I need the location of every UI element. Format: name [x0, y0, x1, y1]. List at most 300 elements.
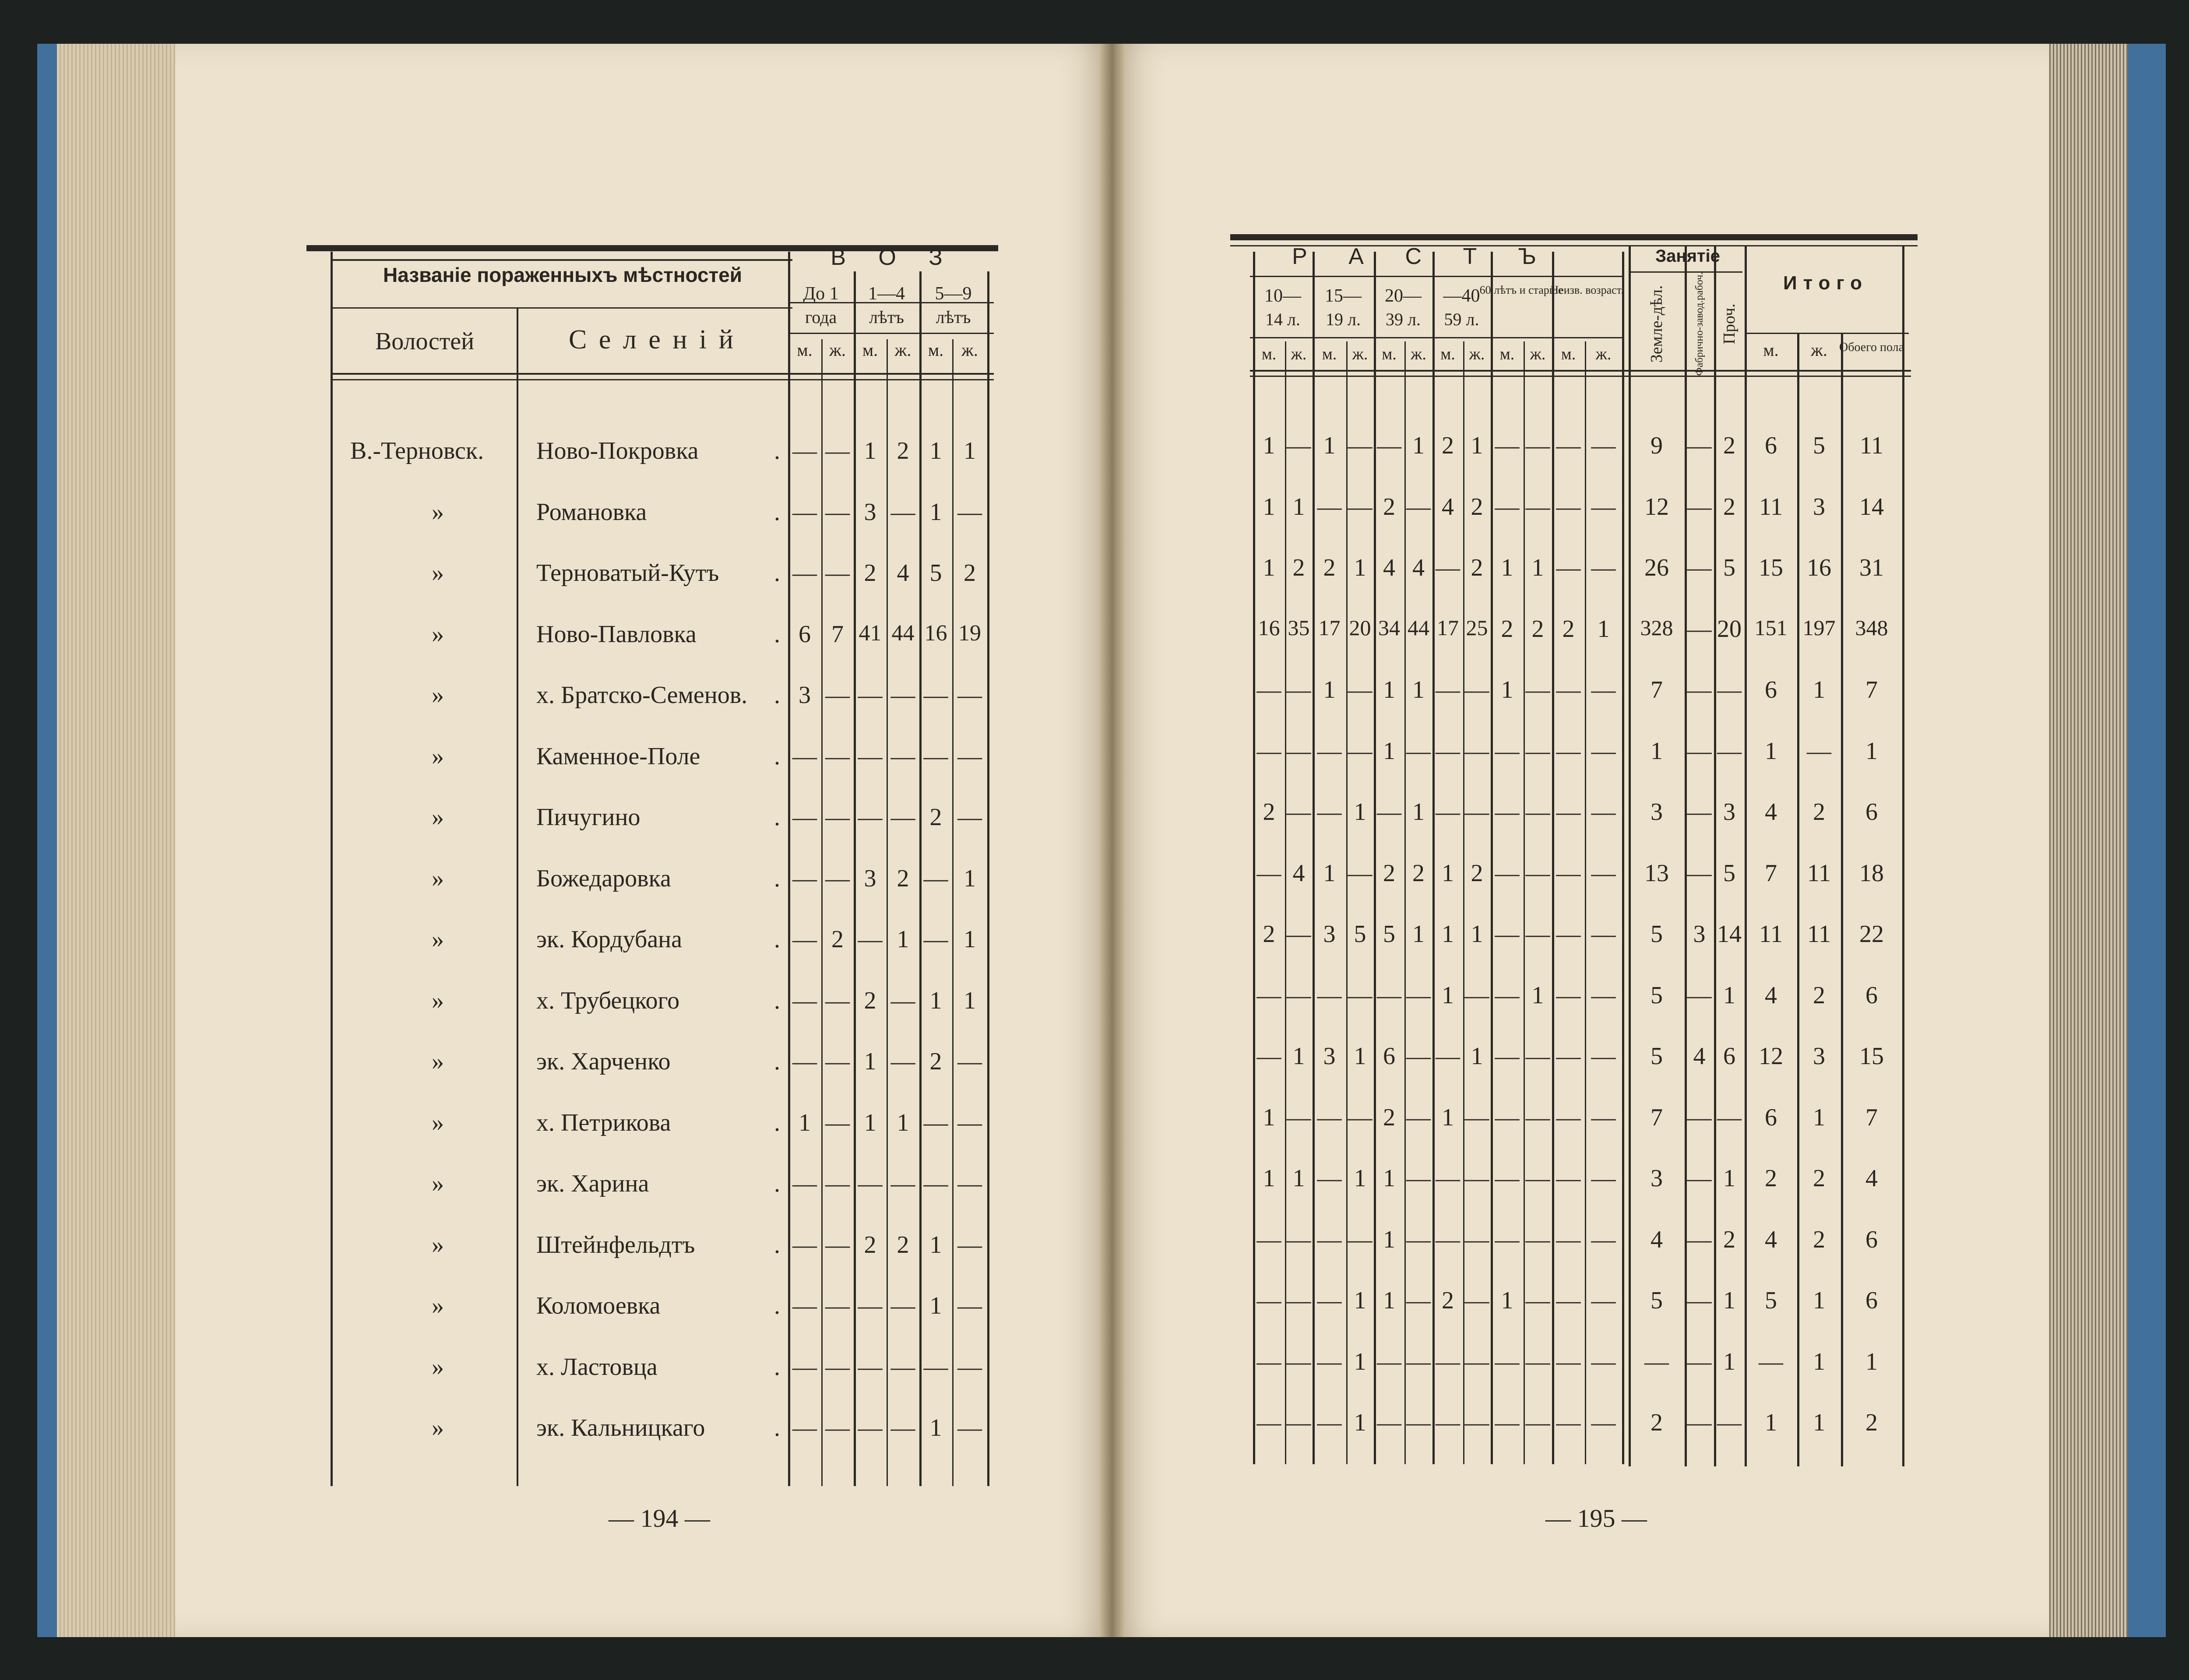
age-cell: 1 — [1501, 1287, 1513, 1314]
age-cell: — — [1591, 981, 1616, 1009]
total-cell: 1 — [1813, 1104, 1825, 1131]
leader-dot: . — [774, 926, 780, 953]
age-cell: 1 — [1442, 859, 1454, 887]
col-rule — [1491, 252, 1493, 1464]
age-cell: — — [1436, 1043, 1460, 1070]
age-cell: 1 — [1354, 1287, 1366, 1314]
age-cell: 1 — [964, 437, 976, 464]
header-bottom-rule — [1250, 370, 1911, 372]
total-cell: 11 — [1759, 493, 1783, 520]
age-cell: 3 — [864, 865, 876, 892]
age-cell: 2 — [1263, 921, 1275, 948]
total-cell: 15 — [1859, 1043, 1884, 1070]
total-cell: 18 — [1859, 859, 1884, 887]
age-cell: — — [1495, 1348, 1520, 1375]
total-cell: 3 — [1813, 493, 1825, 520]
leader-dot: . — [774, 1292, 780, 1319]
age-cell: — — [1256, 676, 1281, 703]
age-cell: — — [1525, 921, 1550, 948]
volost-name: » — [432, 620, 444, 648]
selo-name: х. Братско-Семенов. — [536, 682, 748, 709]
age-cell: — — [890, 1292, 915, 1319]
age-cell: — — [957, 742, 982, 770]
age-cell: — — [957, 1170, 982, 1197]
total-cell: 4 — [1765, 981, 1777, 1009]
age-cell: 1 — [897, 926, 909, 953]
col-rule — [517, 309, 518, 1486]
volost-name: » — [432, 865, 444, 892]
age-cell: — — [1591, 432, 1616, 459]
occupation-cell: 4 — [1651, 1226, 1663, 1253]
age-cell: 1 — [929, 437, 942, 464]
age-cell: — — [1256, 981, 1281, 1009]
age-cell: — — [1406, 1104, 1431, 1131]
age-cell: — — [1406, 1287, 1431, 1314]
age-cell: 2 — [864, 559, 876, 587]
col-rule — [1685, 245, 1687, 1466]
col-rule — [1841, 333, 1843, 1466]
age-cell: — — [1406, 1043, 1431, 1070]
age-cell: — — [890, 1414, 915, 1441]
age-cell: — — [1348, 1104, 1373, 1131]
age-cell: — — [1495, 1104, 1520, 1131]
header-total: Итого — [1783, 272, 1869, 294]
age-cell: — — [792, 1414, 817, 1441]
total-cell: 11 — [1759, 921, 1783, 948]
occupation-cell: 2 — [1651, 1409, 1663, 1436]
age-cell: 3 — [1323, 921, 1336, 948]
occupation-cell: 3 — [1651, 1165, 1663, 1192]
age-cell: — — [825, 1414, 850, 1441]
age-cell: — — [1525, 1287, 1550, 1314]
age-group-label: 20— — [1385, 286, 1422, 306]
occupation-cell: 2 — [1723, 432, 1735, 459]
volost-name: » — [432, 1170, 444, 1197]
header-bottom-rule-2 — [1250, 376, 1911, 377]
occupation-cell: — — [1687, 737, 1712, 765]
age-cell: — — [923, 1170, 948, 1197]
total-cell: 151 — [1754, 615, 1788, 640]
page-number-right: — 195 — — [1545, 1504, 1647, 1532]
selo-name: Ново-Павловка — [536, 620, 697, 648]
age-cell: — — [825, 865, 850, 892]
age-cell: — — [1406, 737, 1431, 765]
occupation-cell: — — [1717, 676, 1742, 703]
total-cell: — — [1807, 737, 1831, 765]
occupation-label: Проч. — [1720, 303, 1739, 344]
sex-label: ж. — [961, 340, 978, 360]
age-cell: — — [1495, 859, 1520, 887]
selo-name: Пичугино — [536, 804, 641, 831]
col-rule — [821, 339, 823, 1486]
leader-dot: . — [774, 437, 780, 464]
occupation-cell: 328 — [1640, 615, 1673, 640]
age-cell: 6 — [799, 620, 811, 648]
occupation-cell: 26 — [1644, 554, 1669, 581]
occupation-cell: — — [1687, 493, 1712, 520]
age-cell: 2 — [1442, 432, 1454, 459]
age-cell: — — [1591, 921, 1616, 948]
age-cell: 1 — [964, 865, 976, 892]
age-cell: — — [1591, 1226, 1616, 1253]
age-cell: 1 — [1412, 432, 1425, 459]
total-cell: 2 — [1813, 798, 1825, 826]
total-cell: 4 — [1765, 1226, 1777, 1253]
age-cell: 44 — [1408, 615, 1429, 640]
total-cell: 6 — [1765, 676, 1777, 703]
age-cell: — — [825, 742, 850, 770]
age-cell: — — [1556, 1409, 1581, 1436]
age-cell: — — [1406, 1409, 1431, 1436]
age-cell: — — [1256, 1348, 1281, 1375]
age-cell: — — [1377, 432, 1401, 459]
age-cell: 1 — [1383, 737, 1395, 765]
age-cell: 2 — [897, 437, 909, 464]
total-cell: — — [1759, 1348, 1783, 1375]
age-cell: — — [957, 1048, 982, 1075]
age-cell: — — [1406, 1348, 1431, 1375]
age-cell: — — [1464, 798, 1489, 826]
age-cell: — — [1525, 737, 1550, 765]
col-rule — [1629, 245, 1631, 1466]
age-cell: 1 — [964, 987, 976, 1014]
total-cell: 2 — [1865, 1409, 1878, 1436]
age-cell: — — [1317, 493, 1342, 520]
age-cell: 2 — [1471, 859, 1483, 887]
age-cell: — — [957, 1231, 982, 1258]
total-cell: 31 — [1859, 554, 1884, 581]
age-cell: 4 — [1412, 554, 1425, 581]
total-cell: 197 — [1802, 615, 1836, 640]
age-cell: — — [890, 498, 915, 526]
occupation-cell: 14 — [1717, 921, 1742, 948]
sex-label: м. — [1499, 345, 1515, 363]
age-cell: — — [1317, 1104, 1342, 1131]
age-cell: 5 — [1383, 921, 1395, 948]
age-cell: 4 — [897, 559, 909, 587]
age-cell: 1 — [1354, 1348, 1366, 1375]
total-cell: 2 — [1813, 1165, 1825, 1192]
book-gutter — [1099, 44, 1125, 1637]
occupation-cell: — — [1687, 1104, 1712, 1131]
age-cell: — — [1436, 1165, 1460, 1192]
occupation-cell: 9 — [1651, 432, 1663, 459]
age-cell: 1 — [929, 498, 942, 526]
age-cell: — — [1591, 1287, 1616, 1314]
age-cell: — — [792, 1292, 817, 1319]
age-cell: — — [1556, 676, 1581, 703]
age-cell: — — [1556, 798, 1581, 826]
occupation-cell: 5 — [1723, 859, 1735, 887]
age-cell: 1 — [1471, 432, 1483, 459]
age-cell: — — [1317, 1409, 1342, 1436]
sex-label: м. — [1382, 345, 1397, 363]
total-cell: 4 — [1765, 798, 1777, 826]
age-cell: 1 — [1354, 1043, 1366, 1070]
age-group-label: —40 — [1443, 286, 1480, 306]
age-cell: — — [1556, 1165, 1581, 1192]
age-cell: 17 — [1437, 615, 1459, 640]
occupation-cell: — — [1687, 1409, 1712, 1436]
age-cell: 1 — [897, 1109, 909, 1136]
age-cell: 7 — [831, 620, 844, 648]
volost-name: » — [432, 926, 444, 953]
total-cell: 15 — [1759, 554, 1783, 581]
age-cell: 2 — [1471, 554, 1483, 581]
sex-label: ж. — [894, 340, 911, 360]
total-cell: 7 — [1865, 676, 1878, 703]
occupation-cell: 2 — [1723, 1226, 1735, 1253]
age-cell: 1 — [1412, 676, 1425, 703]
header-subrule — [1250, 276, 1622, 277]
occupation-cell: 20 — [1717, 615, 1742, 643]
selo-name: эк. Харина — [536, 1170, 649, 1197]
age-cell: 2 — [1292, 554, 1305, 581]
header-voz: В О З — [831, 245, 956, 270]
leader-dot: . — [774, 742, 780, 770]
occupation-cell: 3 — [1693, 921, 1706, 948]
age-cell: — — [1286, 1287, 1311, 1314]
age-cell: 2 — [1383, 493, 1395, 520]
age-cell: — — [1495, 798, 1520, 826]
occupation-cell: 1 — [1723, 1165, 1735, 1192]
age-cell: — — [858, 926, 883, 953]
age-cell: 1 — [1383, 1287, 1395, 1314]
age-cell: — — [825, 1353, 850, 1381]
occupation-cell: — — [1687, 615, 1712, 643]
total-cell: 6 — [1865, 1226, 1878, 1253]
age-cell: — — [792, 437, 817, 464]
age-cell: 41 — [859, 620, 882, 646]
total-cell: 11 — [1807, 859, 1831, 887]
age-cell: 2 — [1263, 798, 1275, 826]
age-cell: — — [923, 1109, 948, 1136]
age-cell: 2 — [1562, 615, 1575, 643]
age-cell: — — [1286, 1348, 1311, 1375]
age-cell: 1 — [1471, 1043, 1483, 1070]
age-cell: — — [792, 498, 817, 526]
age-cell: — — [890, 804, 915, 831]
age-group-unit: лѣтъ — [936, 307, 971, 327]
age-cell: 2 — [1323, 554, 1336, 581]
sex-label: м. — [1322, 345, 1337, 363]
age-cell: — — [1495, 737, 1520, 765]
age-cell: — — [1556, 981, 1581, 1009]
age-cell: — — [825, 1292, 850, 1319]
age-cell: — — [825, 559, 850, 587]
occupation-cell: 3 — [1651, 798, 1663, 826]
age-cell: — — [1286, 737, 1311, 765]
age-cell: — — [792, 559, 817, 587]
age-cell: — — [1317, 737, 1342, 765]
age-cell: 1 — [1263, 554, 1275, 581]
header-subrule — [1747, 333, 1909, 334]
age-cell: 3 — [1323, 1043, 1336, 1070]
selo-name: Каменное-Поле — [536, 742, 700, 770]
occupation-cell: 3 — [1723, 798, 1735, 826]
age-cell: — — [890, 1170, 915, 1197]
occupation-cell: 1 — [1723, 981, 1735, 1009]
age-cell: 1 — [864, 1109, 876, 1136]
total-cell: 5 — [1765, 1287, 1777, 1314]
age-cell: 1 — [1471, 921, 1483, 948]
occupation-cell: 6 — [1723, 1043, 1735, 1070]
age-cell: — — [1556, 1043, 1581, 1070]
volost-name: » — [432, 742, 444, 770]
age-cell: — — [1286, 432, 1311, 459]
volost-name: » — [432, 559, 444, 587]
occupation-cell: 13 — [1644, 859, 1669, 887]
age-cell: — — [1286, 676, 1311, 703]
age-cell: 16 — [1258, 615, 1280, 640]
age-cell: — — [1256, 1226, 1281, 1253]
age-cell: — — [890, 1353, 915, 1381]
col-rule — [987, 271, 989, 1486]
occupation-cell: — — [1717, 737, 1742, 765]
header-rast: Р А С Т Ъ — [1292, 244, 1554, 269]
leader-dot: . — [774, 620, 780, 648]
volost-name: » — [432, 804, 444, 831]
total-cell: 2 — [1813, 1226, 1825, 1253]
age-cell: — — [1317, 1348, 1342, 1375]
selo-name: х. Петрикова — [536, 1109, 671, 1136]
age-cell: 1 — [1442, 921, 1454, 948]
table-top-rule — [1230, 234, 1918, 240]
age-cell: 3 — [799, 682, 811, 709]
age-cell: — — [825, 1048, 850, 1075]
occupation-cell: — — [1687, 859, 1712, 887]
occupation-cell: 4 — [1693, 1043, 1706, 1070]
age-group-unit: 14 л. — [1265, 309, 1300, 329]
age-cell: — — [825, 682, 850, 709]
age-cell: 1 — [799, 1109, 811, 1136]
col-rule — [1253, 252, 1255, 1464]
age-cell: 1 — [1263, 1165, 1275, 1192]
age-cell: — — [1556, 1104, 1581, 1131]
age-cell: — — [1317, 1287, 1342, 1314]
leader-dot: . — [774, 1170, 780, 1197]
age-cell: — — [825, 1231, 850, 1258]
age-cell: — — [1495, 432, 1520, 459]
age-cell: — — [1377, 1348, 1401, 1375]
col-rule — [1313, 252, 1315, 1464]
volost-name: » — [432, 1292, 444, 1319]
selo-name: эк. Кордубана — [536, 926, 682, 953]
age-cell: 1 — [929, 1231, 942, 1258]
age-group-label: 1—4 — [868, 284, 905, 304]
age-cell: — — [1591, 1409, 1616, 1436]
age-cell: — — [1436, 1348, 1460, 1375]
age-cell: — — [923, 865, 948, 892]
age-cell: 1 — [1354, 554, 1366, 581]
age-cell: 2 — [864, 1231, 876, 1258]
age-cell: 2 — [929, 804, 942, 831]
age-cell: — — [858, 1414, 883, 1441]
age-cell: — — [792, 1170, 817, 1197]
age-cell: — — [1556, 1348, 1581, 1375]
occupation-cell: 1 — [1723, 1287, 1735, 1314]
sex-label: ж. — [1291, 345, 1307, 363]
age-cell: — — [890, 987, 915, 1014]
age-cell: — — [792, 865, 817, 892]
header-bottom-rule-2 — [333, 379, 994, 380]
header-subrule — [788, 333, 994, 334]
age-cell: — — [1348, 737, 1373, 765]
occupation-cell: — — [1717, 1409, 1742, 1436]
total-col-label: м. — [1763, 340, 1779, 360]
col-rule — [952, 339, 954, 1486]
col-rule — [1902, 245, 1904, 1466]
age-cell: — — [1495, 921, 1520, 948]
sex-label: ж. — [1411, 345, 1426, 363]
occupation-cell: — — [1687, 554, 1712, 581]
leader-dot: . — [774, 1048, 780, 1075]
age-cell: — — [1525, 1043, 1550, 1070]
header-divider — [333, 307, 792, 309]
age-cell: — — [1464, 1104, 1489, 1131]
age-cell: — — [1495, 1409, 1520, 1436]
occupation-cell: — — [1687, 676, 1712, 703]
age-cell: — — [1348, 493, 1373, 520]
age-cell: 1 — [1354, 798, 1366, 826]
age-cell: — — [957, 1353, 982, 1381]
age-cell: 5 — [1354, 921, 1366, 948]
age-cell: — — [792, 742, 817, 770]
age-cell: — — [1556, 859, 1581, 887]
age-cell: — — [1525, 1348, 1550, 1375]
leader-dot: . — [774, 1414, 780, 1441]
age-cell: 2 — [1383, 1104, 1395, 1131]
age-group-label: До 1 — [803, 284, 839, 304]
age-cell: — — [957, 1292, 982, 1319]
col-rule — [1797, 333, 1799, 1466]
age-cell: — — [792, 987, 817, 1014]
age-group-label: 10— — [1264, 286, 1301, 306]
right-page — [1112, 44, 2049, 1637]
age-cell: — — [1525, 676, 1550, 703]
total-cell: 1 — [1765, 737, 1777, 765]
age-cell: — — [1591, 554, 1616, 581]
age-cell: — — [792, 1353, 817, 1381]
age-cell: — — [1436, 1409, 1460, 1436]
age-cell: — — [1286, 1409, 1311, 1436]
age-cell: 1 — [1442, 981, 1454, 1009]
occupation-cell: 7 — [1651, 676, 1663, 703]
age-cell: — — [1464, 1226, 1489, 1253]
volost-name: » — [432, 1353, 444, 1381]
age-cell: — — [1556, 554, 1581, 581]
age-cell: — — [858, 1353, 883, 1381]
age-cell: — — [1464, 737, 1489, 765]
col-rule — [788, 252, 790, 1486]
age-cell: 1 — [1263, 1104, 1275, 1131]
leader-dot: . — [774, 682, 780, 709]
age-cell: — — [1591, 1043, 1616, 1070]
age-cell: 25 — [1466, 615, 1488, 640]
age-cell: 2 — [929, 1048, 942, 1075]
age-cell: 44 — [891, 620, 915, 646]
table-top-rule-thin — [333, 259, 792, 261]
age-cell: 35 — [1288, 615, 1310, 640]
age-cell: 1 — [1354, 1409, 1366, 1436]
total-cell: 4 — [1865, 1165, 1878, 1192]
age-group-unit: 59 л. — [1444, 309, 1479, 329]
occupation-cell: — — [1687, 798, 1712, 826]
age-cell: — — [957, 682, 982, 709]
age-cell: — — [1317, 1165, 1342, 1192]
age-cell: — — [1556, 737, 1581, 765]
occupation-cell: 5 — [1651, 1287, 1663, 1314]
